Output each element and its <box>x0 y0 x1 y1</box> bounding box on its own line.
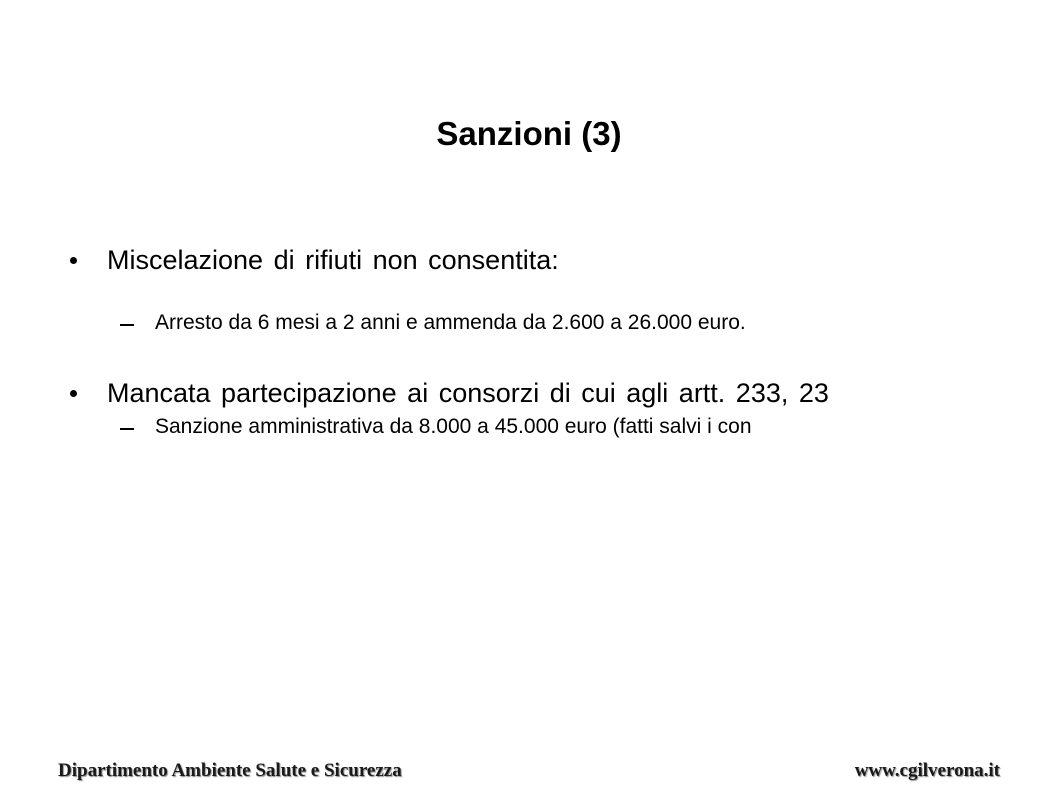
footer-department: Dipartimento Ambiente Salute e Sicurezza <box>58 760 402 781</box>
bullet-item-consorzi <box>0 373 1058 413</box>
footer-website: www.cgilverona.it <box>854 760 1000 781</box>
sub-bullet-item-sanzione <box>0 410 1058 444</box>
slide-title: Sanzioni (3) <box>436 115 622 152</box>
dash-bullet-icon <box>120 428 134 430</box>
bullet-item-miscelazione <box>0 240 1058 280</box>
bullet-dot-icon <box>70 257 77 264</box>
dash-bullet-icon <box>120 324 134 326</box>
sub-bullet-item-arresto <box>0 306 1058 340</box>
bullet-text: Mancata partecipazione ai consorzi di cui agli artt. 233, 23 <box>107 378 829 408</box>
sub-bullet-text: Arresto da 6 mesi a 2 anni e ammenda da 2.600 a 26.000 euro. <box>155 311 746 334</box>
bullet-text: Miscelazione di rifiuti non consentita: <box>107 245 559 275</box>
sub-bullet-text: Sanzione amministrativa da 8.000 a 45.000 euro (fatti salvi i con <box>155 415 752 438</box>
bullet-dot-icon <box>70 390 77 397</box>
